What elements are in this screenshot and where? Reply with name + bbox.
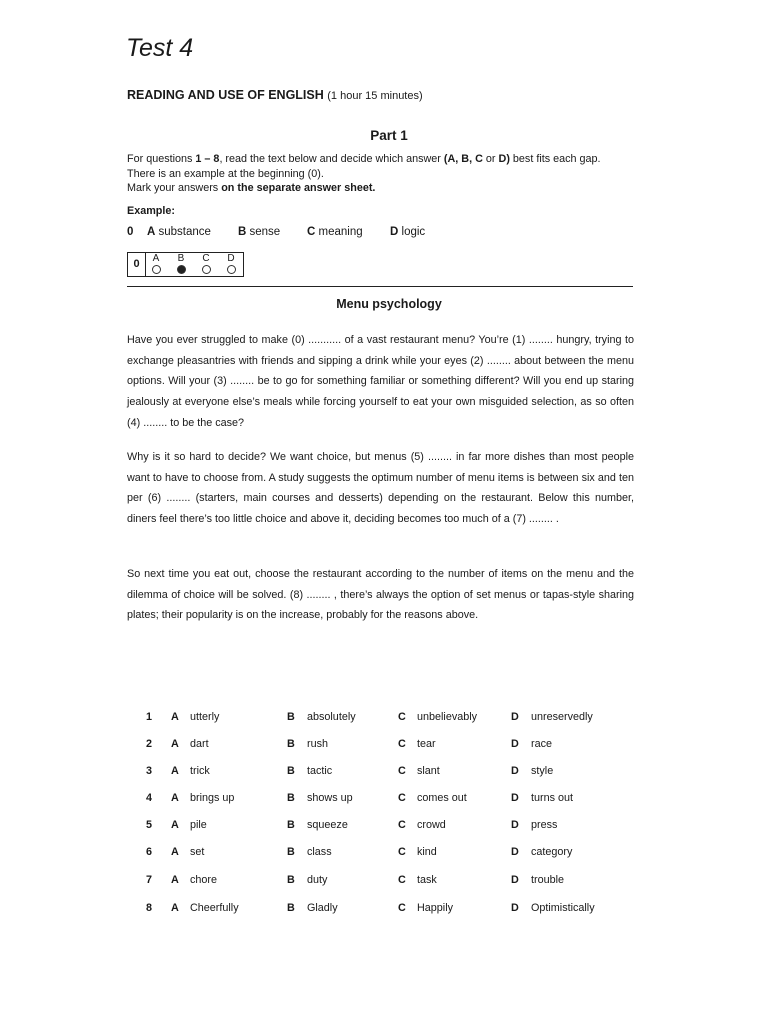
example-option-c: C meaning bbox=[307, 226, 363, 238]
answer-box-number: 0 bbox=[128, 253, 146, 276]
section-heading bbox=[127, 88, 423, 102]
example-answer-box bbox=[127, 252, 244, 277]
passage-paragraph-2: Why is it so hard to decide? We want choice, but menus (5) ........ in far more dishes than most people want to have to choose from. A study suggests the optimum number of menu items is between six and ten per (6) ........ (starters, main courses and desserts) depending on the restaurant. Below this number, diners feel there’s too little choice and above it, deciding becomes too much of a (7) ........ . bbox=[127, 451, 634, 526]
question-row: 1 A utterly B absolutely C unbelievably D unreservedly bbox=[146, 711, 593, 723]
test-title: Test 4 bbox=[126, 34, 194, 62]
instructions-line-3: Mark your answers on the separate answer sheet. bbox=[127, 182, 376, 194]
question-row: 2 A dart B rush C tear D race bbox=[146, 738, 553, 750]
answer-bubble-a bbox=[152, 265, 161, 274]
instructions-line-2: There is an example at the beginning (0). bbox=[127, 167, 324, 180]
instructions bbox=[127, 152, 647, 196]
passage-paragraph-1: Have you ever struggled to make (0) ........... of a vast restaurant menu? You’re (1) ........ hungry, trying to exchange pleasantries with friends and sipping a drink while your eyes (2) ........ about between the menu options. Will your (3) ........ be to go for something familiar or something different? Will you end up staring jealously at everyone else’s meals while forcing yourself to eat your own misguided selection, as so often (4) ........ to be the case? bbox=[127, 334, 634, 429]
instructions-line-1: For questions 1 – 8, read the text below and decide which answer (A, B, C or D) best fits each gap. bbox=[127, 153, 601, 165]
passage-paragraph-3: So next time you eat out, choose the restaurant according to the number of items on the menu and the dilemma of choice will be solved. (8) ........ , there’s always the option of set menus or tapas-style sharing plates; their popularity is on the increase, probably for the reasons above. bbox=[127, 568, 634, 622]
section-name: READING AND USE OF ENGLISH bbox=[127, 88, 324, 102]
question-row: 7 A chore B duty C task D trouble bbox=[146, 874, 565, 886]
example-number: 0 bbox=[127, 226, 134, 238]
answer-bubble-d bbox=[227, 265, 236, 274]
answer-box-letter-c: C bbox=[202, 253, 210, 264]
section-duration: (1 hour 15 minutes) bbox=[327, 90, 423, 102]
answer-box-letter-d: D bbox=[227, 253, 235, 264]
answer-box-letter-b: B bbox=[177, 253, 185, 264]
answer-bubble-c bbox=[202, 265, 211, 274]
question-row: 3 A trick B tactic C slant D style bbox=[146, 765, 554, 777]
divider bbox=[127, 286, 633, 287]
answer-box-letter-a: A bbox=[152, 253, 160, 264]
answer-bubble-b bbox=[177, 265, 186, 274]
question-row: 6 A set B class C kind D category bbox=[146, 846, 573, 858]
example-option-b: B sense bbox=[238, 226, 281, 238]
question-row: 5 A pile B squeeze C crowd D press bbox=[146, 819, 558, 831]
question-row: 4 A brings up B shows up C comes out D turns out bbox=[146, 792, 574, 804]
text-title: Menu psychology bbox=[336, 297, 442, 311]
example-option-a: A substance bbox=[147, 226, 211, 238]
question-row: 8 A Cheerfully B Gladly C Happily D Optimistically bbox=[146, 902, 595, 914]
example-option-d: D logic bbox=[390, 226, 426, 238]
part-title: Part 1 bbox=[370, 128, 408, 143]
example-label: Example: bbox=[127, 205, 176, 217]
